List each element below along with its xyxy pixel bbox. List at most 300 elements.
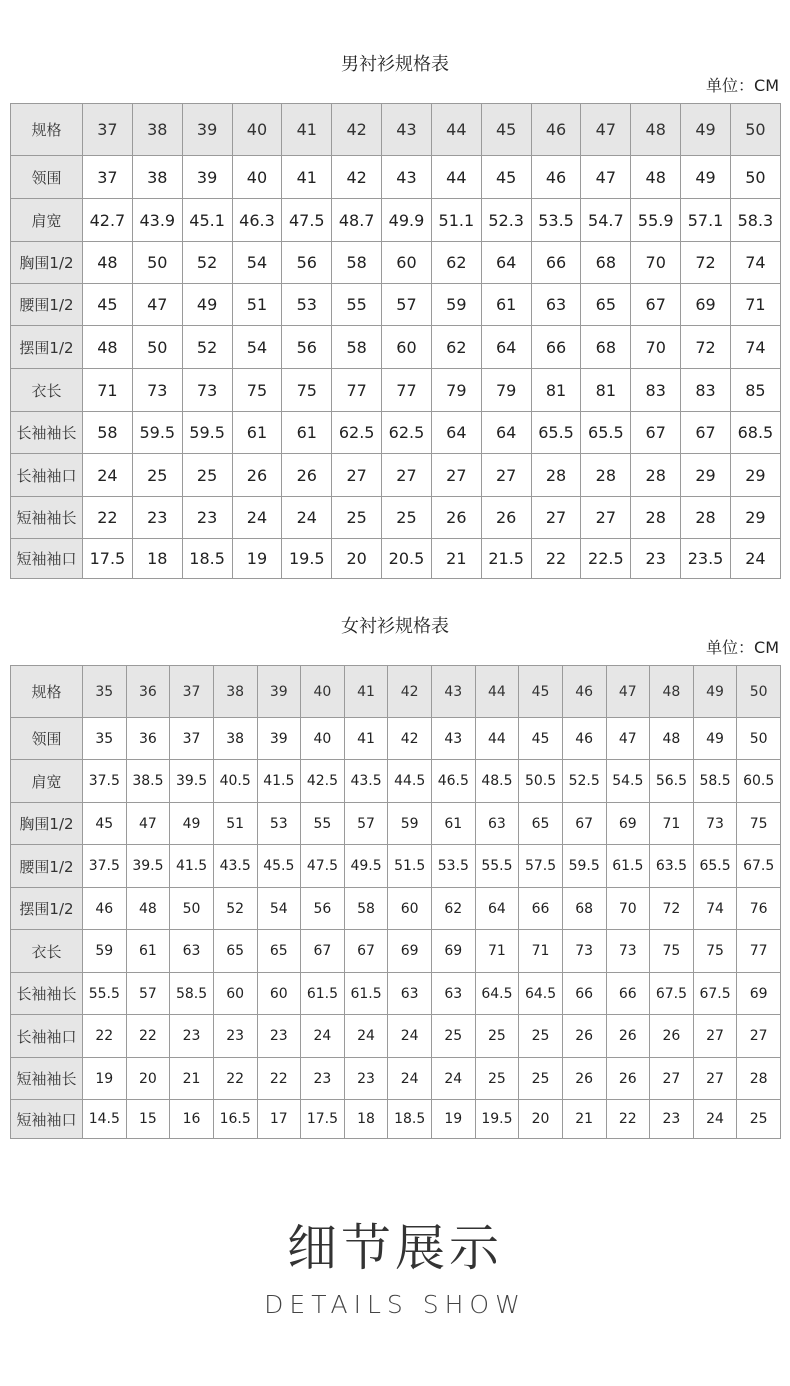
table-cell: 26: [232, 454, 282, 497]
table-cell: 67: [344, 930, 388, 973]
table-cell: 79: [431, 369, 481, 412]
table-cell: 61: [282, 412, 332, 454]
details-subtitle: DETAILS SHOW: [264, 1290, 526, 1319]
table-cell: 73: [562, 930, 606, 973]
table-cell: 22: [213, 1058, 257, 1100]
table-cell: 60: [382, 242, 432, 284]
table-cell: 46: [562, 718, 606, 760]
table-cell: 54: [257, 888, 301, 930]
table-cell: 56: [301, 888, 345, 930]
table-cell: 24: [730, 539, 780, 579]
table-cell: 23: [132, 497, 182, 539]
table-cell: 45: [519, 718, 563, 760]
table-row: [11, 369, 781, 412]
table-cell: 24: [344, 1015, 388, 1058]
table-cell: 26: [562, 1015, 606, 1058]
table-cell: 49: [182, 284, 232, 326]
table-cell: 37: [83, 156, 133, 199]
size-header-cell: 47: [606, 666, 650, 718]
table-cell: 47: [132, 284, 182, 326]
table-cell: 71: [730, 284, 780, 326]
table-cell: 19.5: [475, 1100, 519, 1139]
row-label-cell: 长袖袖口: [11, 1015, 83, 1058]
table-cell: 48.7: [332, 199, 382, 242]
table-cell: 58: [332, 242, 382, 284]
table-cell: 46: [531, 156, 581, 199]
table-cell: 42: [332, 156, 382, 199]
size-header-cell: 50: [737, 666, 781, 718]
table-cell: 16: [170, 1100, 214, 1139]
table-cell: 54: [232, 242, 282, 284]
table-cell: 66: [606, 973, 650, 1015]
row-label-cell: 长袖袖长: [11, 412, 83, 454]
table-cell: 59.5: [562, 845, 606, 888]
table-cell: 60: [382, 326, 432, 369]
table-cell: 26: [481, 497, 531, 539]
size-header-cell: 39: [182, 104, 232, 156]
table-cell: 64: [481, 242, 531, 284]
header-label-cell: 规格: [11, 666, 83, 718]
table-cell: 59.5: [182, 412, 232, 454]
table-cell: 54.5: [606, 760, 650, 803]
table-cell: 52: [213, 888, 257, 930]
table-cell: 25: [432, 1015, 476, 1058]
table-cell: 77: [332, 369, 382, 412]
table-cell: 58: [83, 412, 133, 454]
table-cell: 59: [431, 284, 481, 326]
table-cell: 53: [282, 284, 332, 326]
size-header-cell: 38: [213, 666, 257, 718]
table-cell: 45: [83, 284, 133, 326]
table-cell: 52: [182, 326, 232, 369]
table-cell: 67: [301, 930, 345, 973]
table-cell: 42: [388, 718, 432, 760]
table-cell: 28: [681, 497, 731, 539]
size-header-cell: 46: [562, 666, 606, 718]
table-cell: 27: [332, 454, 382, 497]
table-cell: 49: [170, 803, 214, 845]
table-cell: 69: [606, 803, 650, 845]
size-header-cell: 44: [475, 666, 519, 718]
table-cell: 26: [606, 1015, 650, 1058]
table-cell: 53.5: [531, 199, 581, 242]
row-label-cell: 领围: [11, 156, 83, 199]
table-cell: 25: [475, 1058, 519, 1100]
table-cell: 26: [431, 497, 481, 539]
table-cell: 68: [562, 888, 606, 930]
table-cell: 62: [432, 888, 476, 930]
table-row: [11, 845, 781, 888]
table-cell: 65: [257, 930, 301, 973]
table-cell: 21: [431, 539, 481, 579]
table-cell: 17.5: [83, 539, 133, 579]
table-cell: 23: [213, 1015, 257, 1058]
table-row: [11, 539, 781, 579]
table-cell: 40: [232, 156, 282, 199]
table-cell: 51.1: [431, 199, 481, 242]
row-label-cell: 短袖袖长: [11, 1058, 83, 1100]
table-cell: 42.5: [301, 760, 345, 803]
table-cell: 26: [562, 1058, 606, 1100]
row-label-cell: 腰围1/2: [11, 845, 83, 888]
table-cell: 51: [232, 284, 282, 326]
men-size-table: [10, 103, 781, 579]
table-cell: 50: [737, 718, 781, 760]
table-cell: 28: [737, 1058, 781, 1100]
table-cell: 27: [693, 1015, 737, 1058]
women-unit-label: 单位：CM: [706, 638, 779, 657]
table-cell: 45.5: [257, 845, 301, 888]
row-label-cell: 摆围1/2: [11, 888, 83, 930]
table-cell: 72: [681, 326, 731, 369]
table-cell: 58: [332, 326, 382, 369]
table-cell: 61: [126, 930, 170, 973]
row-label-cell: 肩宽: [11, 199, 83, 242]
row-label-cell: 衣长: [11, 369, 83, 412]
table-cell: 27: [737, 1015, 781, 1058]
table-row: [11, 199, 781, 242]
table-cell: 65: [519, 803, 563, 845]
table-cell: 65.5: [693, 845, 737, 888]
table-cell: 74: [693, 888, 737, 930]
table-cell: 67: [562, 803, 606, 845]
table-cell: 50: [170, 888, 214, 930]
table-cell: 23: [182, 497, 232, 539]
table-cell: 62: [431, 242, 481, 284]
table-cell: 67.5: [650, 973, 694, 1015]
table-row: [11, 930, 781, 973]
table-cell: 71: [519, 930, 563, 973]
table-cell: 64: [475, 888, 519, 930]
table-cell: 69: [388, 930, 432, 973]
table-cell: 49: [681, 156, 731, 199]
table-row: [11, 326, 781, 369]
table-cell: 22: [126, 1015, 170, 1058]
table-cell: 40.5: [213, 760, 257, 803]
table-cell: 24: [232, 497, 282, 539]
table-cell: 49: [693, 718, 737, 760]
row-label-cell: 短袖袖口: [11, 1100, 83, 1139]
table-cell: 75: [737, 803, 781, 845]
row-label-cell: 摆围1/2: [11, 326, 83, 369]
table-cell: 17: [257, 1100, 301, 1139]
size-header-cell: 43: [432, 666, 476, 718]
table-cell: 81: [581, 369, 631, 412]
table-cell: 23: [650, 1100, 694, 1139]
table-cell: 20: [519, 1100, 563, 1139]
table-row: [11, 1058, 781, 1100]
table-cell: 62.5: [332, 412, 382, 454]
size-header-cell: 48: [631, 104, 681, 156]
table-cell: 43: [382, 156, 432, 199]
table-cell: 83: [631, 369, 681, 412]
size-header-cell: 50: [730, 104, 780, 156]
table-cell: 24: [693, 1100, 737, 1139]
size-header-cell: 38: [132, 104, 182, 156]
table-cell: 27: [431, 454, 481, 497]
table-cell: 70: [606, 888, 650, 930]
table-cell: 46.3: [232, 199, 282, 242]
table-cell: 38: [213, 718, 257, 760]
table-cell: 58.5: [170, 973, 214, 1015]
table-cell: 75: [693, 930, 737, 973]
table-row: [11, 412, 781, 454]
table-cell: 25: [382, 497, 432, 539]
table-cell: 24: [388, 1058, 432, 1100]
table-cell: 22: [83, 1015, 127, 1058]
table-cell: 59: [83, 930, 127, 973]
table-cell: 68: [581, 242, 631, 284]
table-cell: 28: [581, 454, 631, 497]
table-cell: 64: [481, 326, 531, 369]
table-cell: 77: [382, 369, 432, 412]
table-cell: 55.5: [475, 845, 519, 888]
size-header-cell: 46: [531, 104, 581, 156]
table-cell: 72: [650, 888, 694, 930]
table-cell: 24: [388, 1015, 432, 1058]
details-title: 细节展示: [287, 1219, 503, 1277]
table-cell: 24: [282, 497, 332, 539]
table-cell: 67.5: [693, 973, 737, 1015]
table-cell: 29: [681, 454, 731, 497]
table-cell: 58.3: [730, 199, 780, 242]
table-cell: 56.5: [650, 760, 694, 803]
table-cell: 37.5: [83, 760, 127, 803]
table-cell: 21.5: [481, 539, 531, 579]
size-header-cell: 45: [481, 104, 531, 156]
size-header-cell: 39: [257, 666, 301, 718]
table-cell: 74: [730, 326, 780, 369]
row-label-cell: 短袖袖口: [11, 539, 83, 579]
table-cell: 23: [301, 1058, 345, 1100]
table-cell: 37.5: [83, 845, 127, 888]
table-cell: 66: [531, 242, 581, 284]
table-cell: 65: [213, 930, 257, 973]
table-cell: 67: [681, 412, 731, 454]
table-cell: 25: [132, 454, 182, 497]
table-cell: 23: [631, 539, 681, 579]
table-cell: 26: [650, 1015, 694, 1058]
table-row: [11, 973, 781, 1015]
row-label-cell: 长袖袖长: [11, 973, 83, 1015]
size-header-cell: 43: [382, 104, 432, 156]
size-header-cell: 49: [681, 104, 731, 156]
table-cell: 27: [581, 497, 631, 539]
table-cell: 15: [126, 1100, 170, 1139]
table-cell: 62.5: [382, 412, 432, 454]
table-cell: 21: [170, 1058, 214, 1100]
table-cell: 75: [650, 930, 694, 973]
table-cell: 70: [631, 326, 681, 369]
table-cell: 62: [431, 326, 481, 369]
table-cell: 67.5: [737, 845, 781, 888]
table-cell: 46: [83, 888, 127, 930]
table-cell: 55: [332, 284, 382, 326]
table-cell: 63: [432, 973, 476, 1015]
table-cell: 41: [282, 156, 332, 199]
row-label-cell: 肩宽: [11, 760, 83, 803]
table-cell: 76: [737, 888, 781, 930]
table-cell: 43.9: [132, 199, 182, 242]
size-header-cell: 40: [232, 104, 282, 156]
table-cell: 47.5: [282, 199, 332, 242]
table-cell: 73: [132, 369, 182, 412]
table-cell: 69: [737, 973, 781, 1015]
size-header-cell: 44: [431, 104, 481, 156]
table-cell: 42.7: [83, 199, 133, 242]
table-cell: 25: [519, 1058, 563, 1100]
table-cell: 39.5: [126, 845, 170, 888]
table-cell: 40: [301, 718, 345, 760]
table-cell: 36: [126, 718, 170, 760]
table-row: [11, 497, 781, 539]
size-header-cell: 37: [83, 104, 133, 156]
table-cell: 18.5: [388, 1100, 432, 1139]
size-header-cell: 49: [693, 666, 737, 718]
table-cell: 66: [562, 973, 606, 1015]
table-cell: 66: [531, 326, 581, 369]
table-cell: 85: [730, 369, 780, 412]
table-cell: 57: [344, 803, 388, 845]
table-cell: 27: [481, 454, 531, 497]
table-cell: 75: [282, 369, 332, 412]
table-cell: 55.9: [631, 199, 681, 242]
table-cell: 27: [531, 497, 581, 539]
women-table-title: 女衬衫规格表: [341, 616, 449, 637]
size-header-cell: 36: [126, 666, 170, 718]
table-row: [11, 1100, 781, 1139]
table-cell: 25: [737, 1100, 781, 1139]
table-cell: 61.5: [344, 973, 388, 1015]
table-cell: 47: [581, 156, 631, 199]
size-header-cell: 40: [301, 666, 345, 718]
table-cell: 53: [257, 803, 301, 845]
table-cell: 43: [432, 718, 476, 760]
table-cell: 41.5: [170, 845, 214, 888]
table-cell: 44: [431, 156, 481, 199]
table-cell: 61: [432, 803, 476, 845]
table-cell: 21: [562, 1100, 606, 1139]
table-cell: 19: [432, 1100, 476, 1139]
table-cell: 14.5: [83, 1100, 127, 1139]
table-cell: 38.5: [126, 760, 170, 803]
table-cell: 72: [681, 242, 731, 284]
table-header-row: [11, 104, 781, 156]
table-cell: 20.5: [382, 539, 432, 579]
table-cell: 18: [132, 539, 182, 579]
table-cell: 69: [432, 930, 476, 973]
table-cell: 59: [388, 803, 432, 845]
table-cell: 24: [432, 1058, 476, 1100]
table-cell: 73: [606, 930, 650, 973]
table-cell: 59.5: [132, 412, 182, 454]
table-cell: 28: [531, 454, 581, 497]
table-cell: 49.5: [344, 845, 388, 888]
table-cell: 53.5: [432, 845, 476, 888]
table-cell: 41: [344, 718, 388, 760]
table-cell: 63: [475, 803, 519, 845]
row-label-cell: 腰围1/2: [11, 284, 83, 326]
table-cell: 47: [606, 718, 650, 760]
row-label-cell: 衣长: [11, 930, 83, 973]
table-cell: 39: [182, 156, 232, 199]
table-cell: 22: [531, 539, 581, 579]
table-cell: 18: [344, 1100, 388, 1139]
table-cell: 73: [693, 803, 737, 845]
table-cell: 28: [631, 497, 681, 539]
table-cell: 54.7: [581, 199, 631, 242]
table-cell: 26: [282, 454, 332, 497]
size-header-cell: 47: [581, 104, 631, 156]
table-cell: 19.5: [282, 539, 332, 579]
table-cell: 29: [730, 497, 780, 539]
table-cell: 43.5: [213, 845, 257, 888]
table-cell: 48: [650, 718, 694, 760]
table-header-row: [11, 666, 781, 718]
table-cell: 18.5: [182, 539, 232, 579]
table-cell: 79: [481, 369, 531, 412]
table-cell: 55.5: [83, 973, 127, 1015]
table-cell: 61.5: [606, 845, 650, 888]
table-cell: 57.5: [519, 845, 563, 888]
table-row: [11, 242, 781, 284]
table-cell: 81: [531, 369, 581, 412]
table-cell: 47: [126, 803, 170, 845]
table-cell: 50: [132, 242, 182, 284]
men-table-title: 男衬衫规格表: [341, 54, 449, 75]
table-cell: 23.5: [681, 539, 731, 579]
table-cell: 60: [213, 973, 257, 1015]
table-cell: 50.5: [519, 760, 563, 803]
size-header-cell: 41: [282, 104, 332, 156]
table-cell: 45: [481, 156, 531, 199]
table-cell: 22: [83, 497, 133, 539]
table-cell: 71: [83, 369, 133, 412]
table-cell: 16.5: [213, 1100, 257, 1139]
table-cell: 58: [344, 888, 388, 930]
row-label-cell: 胸围1/2: [11, 803, 83, 845]
table-cell: 24: [301, 1015, 345, 1058]
table-cell: 71: [650, 803, 694, 845]
row-label-cell: 长袖袖口: [11, 454, 83, 497]
table-cell: 50: [132, 326, 182, 369]
table-row: [11, 760, 781, 803]
table-cell: 73: [182, 369, 232, 412]
size-header-cell: 42: [388, 666, 432, 718]
table-cell: 67: [631, 412, 681, 454]
men-unit-label: 单位：CM: [706, 76, 779, 95]
table-cell: 65.5: [531, 412, 581, 454]
table-cell: 25: [519, 1015, 563, 1058]
table-cell: 27: [693, 1058, 737, 1100]
table-cell: 68: [581, 326, 631, 369]
table-cell: 67: [631, 284, 681, 326]
table-cell: 64: [481, 412, 531, 454]
table-cell: 60.5: [737, 760, 781, 803]
table-cell: 57: [382, 284, 432, 326]
table-cell: 48: [83, 326, 133, 369]
table-cell: 44.5: [388, 760, 432, 803]
table-cell: 64.5: [519, 973, 563, 1015]
table-cell: 29: [730, 454, 780, 497]
table-cell: 46.5: [432, 760, 476, 803]
table-cell: 25: [182, 454, 232, 497]
table-cell: 28: [631, 454, 681, 497]
table-cell: 77: [737, 930, 781, 973]
row-label-cell: 短袖袖长: [11, 497, 83, 539]
table-cell: 37: [170, 718, 214, 760]
table-cell: 63: [531, 284, 581, 326]
